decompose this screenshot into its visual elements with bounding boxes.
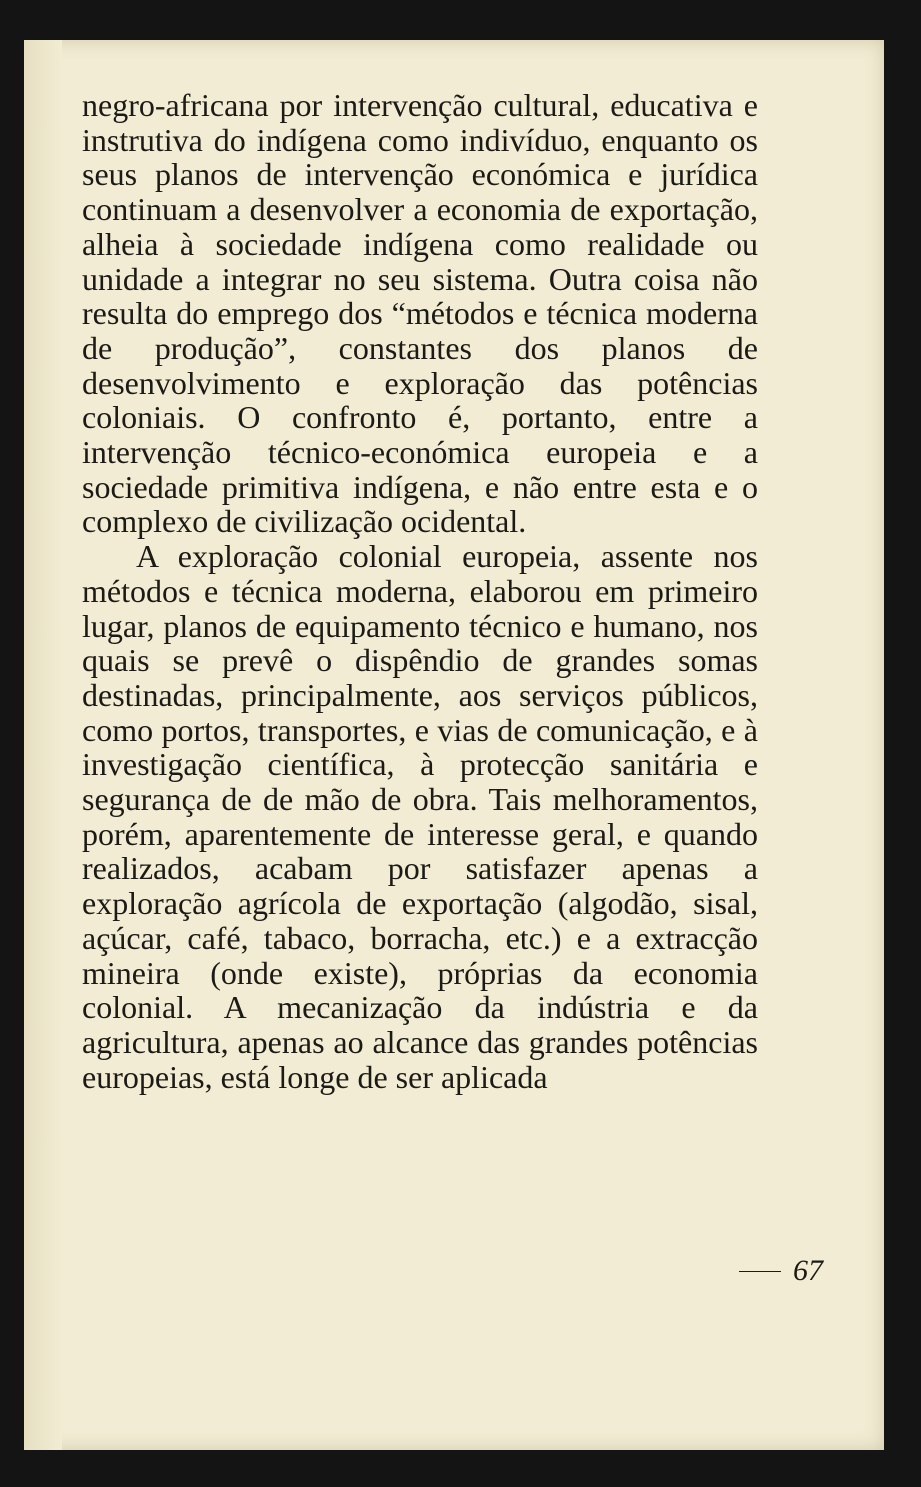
paragraph-exploracao-colonial: A exploração colonial europeia, assente nos métodos e técnica moderna, elaborou em primeiro lugar, planos de equipamento técnico e humano, nos quais se prevê o dispêndio de grandes somas destinadas, principalmente, aos serviços públicos, como portos, transportes, e vias de comunicação, e à investigação científica, à protecção sanitária e segurança de de mão de obra. Tais melhoramentos, porém, aparentemente de interesse geral, e quando realizados, acabam por satisfazer apenas a exploração agrícola de exportação (algodão, sisal, açúcar, café, tabaco, borracha, etc.) e a extracção mineira (onde existe), próprias da economia colonial. A mecanização da indústria e da agricultura, apenas ao alcance das grandes potências europeias, está longe de ser aplicada [82,538,758,1095]
page-number: 67 [793,1254,823,1287]
page-number-footer [739,1254,823,1288]
page-gutter-shadow [24,40,62,1450]
folio-dash [739,1271,781,1272]
body-text [82,88,758,1094]
paragraph-continuation: negro-africana por intervenção cultural, educativa e instrutiva do indígena como indivíduo, enquanto os seus planos de intervenção económica e jurídica continuam a desenvolver a economia de exportação, alheia à sociedade indígena como realidade ou unidade a integrar no seu sistema. Outra coisa não resulta do emprego dos “métodos e técnica moderna de produção”, constantes dos planos de desenvolvimento e exploração das potências coloniais. O confronto é, portanto, entre a intervenção técnico-económica europeia e a sociedade primitiva indígena, e não entre esta e o complexo de civilização ocidental. [82,87,758,540]
